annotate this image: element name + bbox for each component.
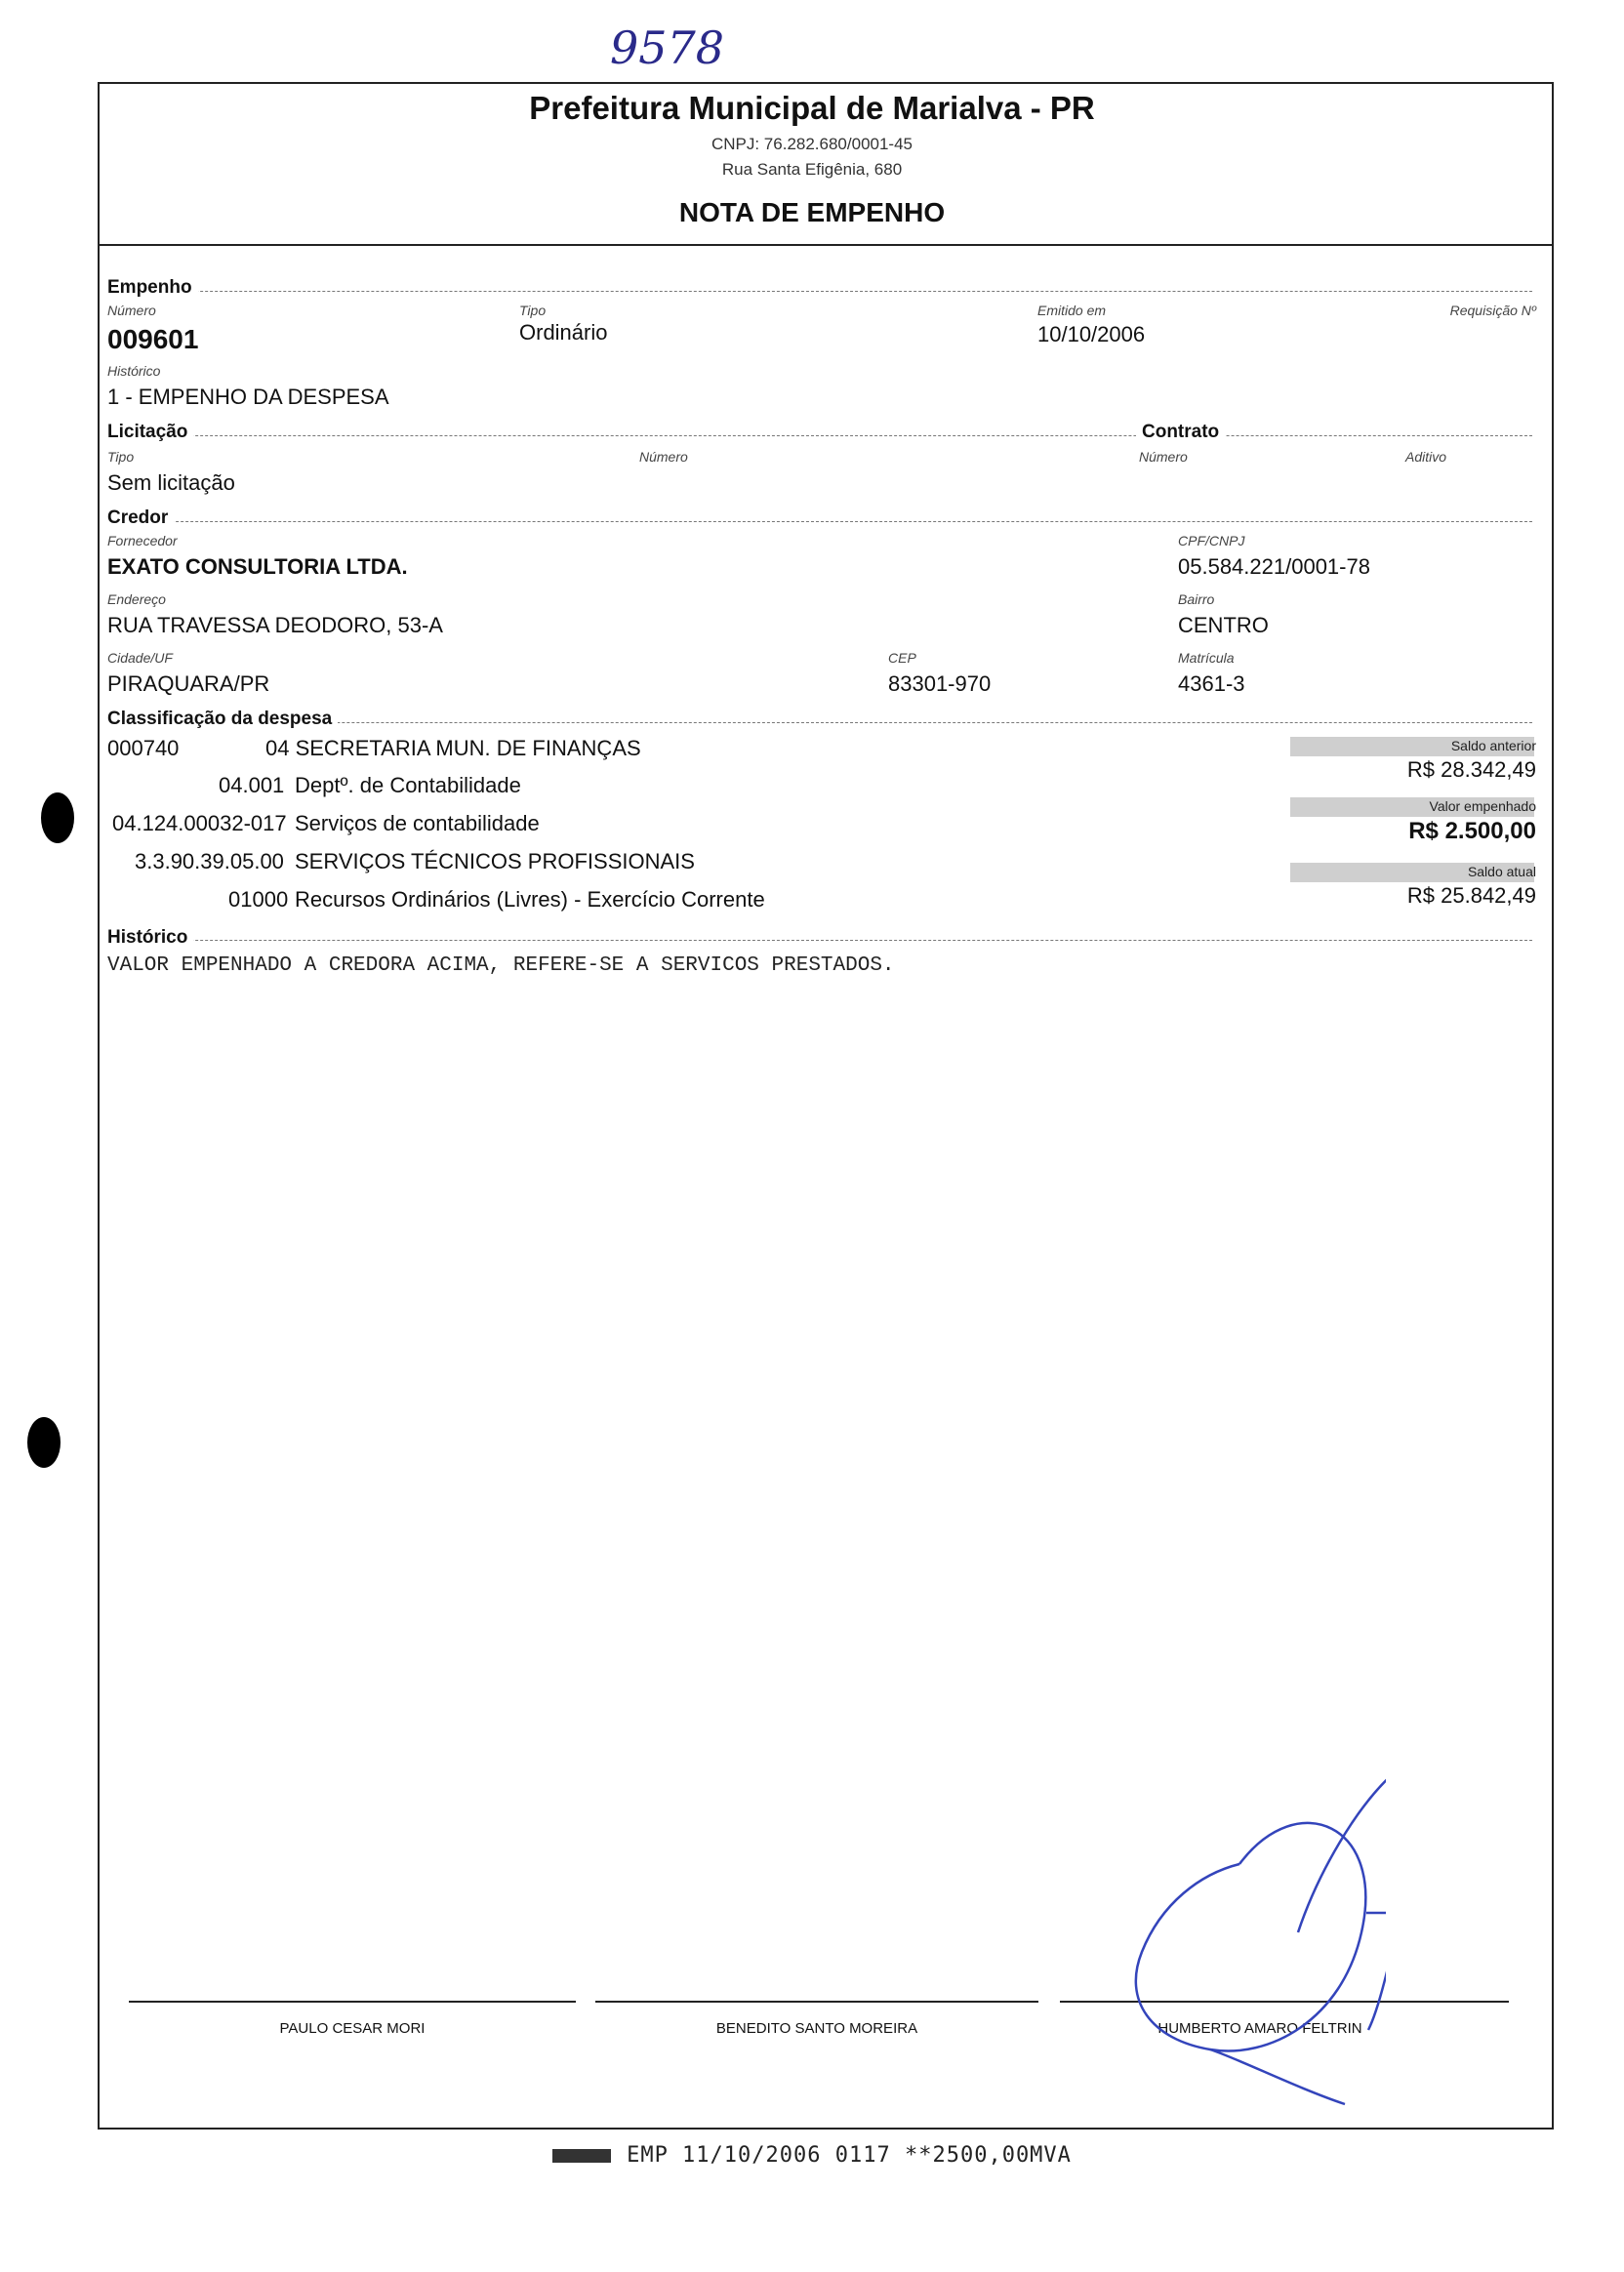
- licitacao-tipo: Sem licitação: [107, 470, 235, 495]
- empenho-numero: 009601: [107, 324, 199, 354]
- contrato-aditivo-label: Aditivo: [1405, 449, 1447, 465]
- signature-line-2: [595, 2001, 1038, 2003]
- matricula-label: Matrícula: [1178, 650, 1235, 666]
- classificacao-section-title: Classificação da despesa: [107, 709, 338, 730]
- licitacao-section-title: Licitação: [107, 422, 193, 443]
- fornecedor-name: EXATO CONSULTORIA LTDA.: [107, 554, 408, 579]
- endereco-value: RUA TRAVESSA DEODORO, 53-A: [107, 613, 443, 637]
- credor-divider: [107, 521, 1532, 522]
- class-code-4: 3.3.90.39.05.00: [135, 849, 284, 873]
- class-desc-2: Deptº. de Contabilidade: [295, 773, 521, 797]
- contrato-numero-label: Número: [1139, 449, 1188, 465]
- signature-name-1: PAULO CESAR MORI: [279, 2020, 426, 2037]
- stamp-logo: [552, 2149, 611, 2163]
- bairro-value: CENTRO: [1178, 613, 1269, 637]
- cpf-cnpj-value: 05.584.221/0001-78: [1178, 554, 1370, 579]
- municipality-title: Prefeitura Municipal de Marialva - PR: [529, 90, 1095, 126]
- stamp-text: EMP 11/10/2006 0117 **2500,00MVA: [627, 2143, 1072, 2168]
- licitacao-tipo-label: Tipo: [107, 449, 135, 465]
- signature-line-1: [129, 2001, 576, 2003]
- cpf-cnpj-label: CPF/CNPJ: [1178, 533, 1245, 548]
- credor-section-title: Credor: [107, 507, 174, 529]
- cep-label: CEP: [888, 650, 916, 666]
- saldo-anterior-label: Saldo anterior: [1450, 738, 1536, 753]
- header-divider: [98, 244, 1552, 246]
- saldo-atual-label: Saldo atual: [1467, 864, 1536, 879]
- empenho-historico: 1 - EMPENHO DA DESPESA: [107, 385, 389, 409]
- requisicao-label: Requisição Nº: [1449, 303, 1536, 318]
- class-desc-4: SERVIÇOS TÉCNICOS PROFISSIONAIS: [295, 849, 695, 873]
- class-code-1: 000740: [107, 736, 180, 760]
- class-code-5: 01000: [228, 887, 289, 912]
- empenho-emitido-label: Emitido em: [1037, 303, 1107, 318]
- historico-divider: [107, 940, 1532, 941]
- class-desc-3: Serviços de contabilidade: [295, 811, 540, 835]
- punch-hole-top: [41, 792, 74, 843]
- empenho-divider: [107, 291, 1532, 292]
- signature-name-2: BENEDITO SANTO MOREIRA: [715, 2020, 918, 2037]
- fornecedor-label: Fornecedor: [107, 533, 178, 548]
- saldo-atual-value: R$ 25.842,49: [1406, 883, 1536, 908]
- matricula-value: 4361-3: [1178, 671, 1245, 696]
- bairro-label: Bairro: [1178, 591, 1215, 607]
- class-desc-1: 04 SECRETARIA MUN. DE FINANÇAS: [265, 736, 641, 760]
- class-code-2: 04.001: [219, 773, 285, 797]
- municipality-cnpj: CNPJ: 76.282.680/0001-45: [710, 135, 914, 153]
- cep-value: 83301-970: [888, 671, 992, 696]
- punch-hole-bottom: [27, 1417, 61, 1468]
- licitacao-numero-label: Número: [639, 449, 688, 465]
- document-title: NOTA DE EMPENHO: [678, 197, 946, 227]
- cidade-label: Cidade/UF: [107, 650, 173, 666]
- empenho-tipo: Ordinário: [519, 320, 608, 345]
- class-code-3: 04.124.00032-017: [112, 811, 287, 835]
- municipality-address: Rua Santa Efigênia, 680: [721, 160, 903, 179]
- class-desc-5: Recursos Ordinários (Livres) - Exercício Corrente: [295, 887, 765, 912]
- historico-text: VALOR EMPENHADO A CREDORA ACIMA, REFERE-SE A SERVICOS PRESTADOS.: [107, 954, 895, 977]
- handwritten-page-number: 9578: [610, 21, 725, 74]
- historico-section-title: Histórico: [107, 927, 193, 949]
- empenho-historico-label: Histórico: [107, 363, 161, 379]
- empenho-section-title: Empenho: [107, 277, 198, 299]
- empenho-numero-label: Número: [107, 303, 156, 318]
- valor-empenhado-value: R$ 2.500,00: [1408, 818, 1536, 844]
- signature-name-3: HUMBERTO AMARO FELTRIN: [1157, 2020, 1362, 2037]
- empenho-tipo-label: Tipo: [519, 303, 547, 318]
- cidade-value: PIRAQUARA/PR: [107, 671, 270, 696]
- contrato-section-title: Contrato: [1136, 422, 1225, 443]
- valor-empenhado-label: Valor empenhado: [1429, 798, 1536, 814]
- empenho-emitido-date: 10/10/2006: [1037, 322, 1146, 346]
- handwritten-signature: [1113, 1766, 1386, 2147]
- authentication-stamp: [0, 2143, 1624, 2168]
- saldo-anterior-value: R$ 28.342,49: [1406, 757, 1536, 782]
- licitacao-divider: [107, 435, 1532, 436]
- endereco-label: Endereço: [107, 591, 166, 607]
